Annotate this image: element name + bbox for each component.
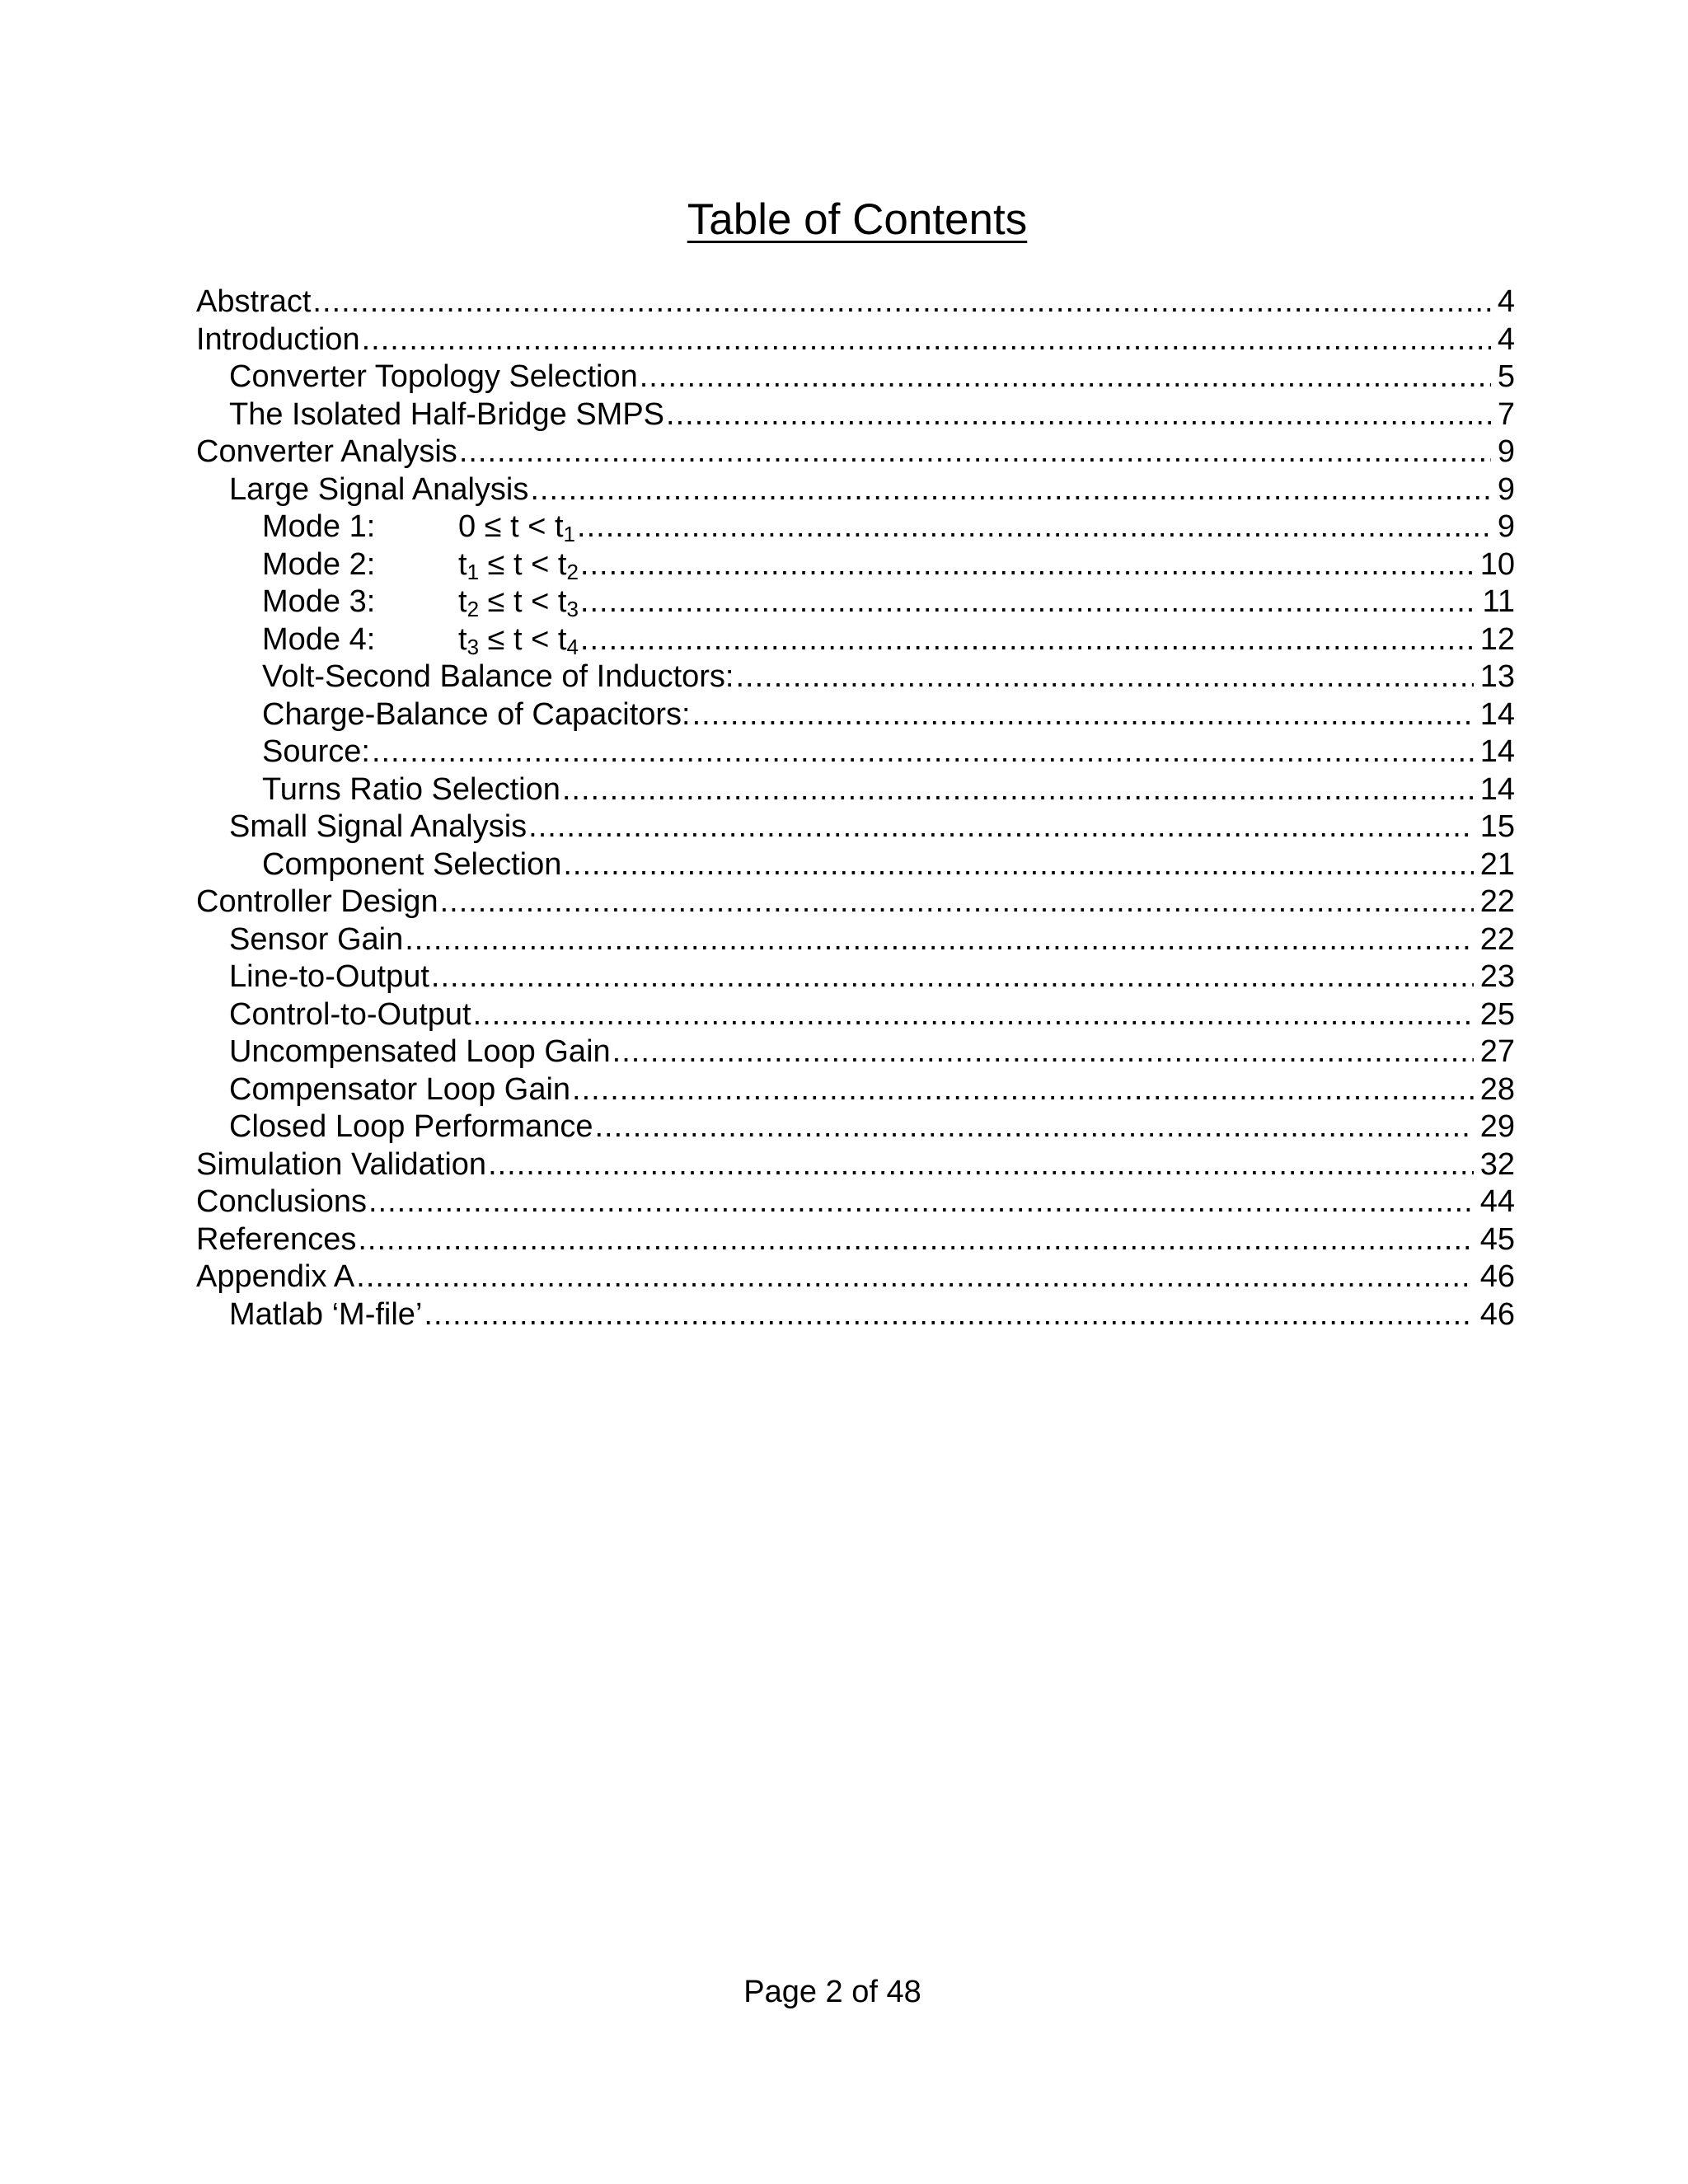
toc-entry-page-number: 44 [1479, 1184, 1515, 1219]
interval-lhs: t [458, 621, 467, 657]
dot-leader [312, 284, 1490, 321]
toc-entry[interactable] [196, 509, 1515, 546]
dot-leader [612, 1033, 1474, 1071]
toc-entry[interactable] [196, 808, 1515, 846]
toc-entry-page-number: 4 [1497, 284, 1515, 319]
toc-entry-page-number: 14 [1479, 734, 1515, 769]
toc-entry-title: Closed Loop Performance [229, 1109, 593, 1144]
interval-lhs: 0 [458, 509, 476, 544]
toc-entry-title: Component Selection [262, 846, 562, 882]
toc-entry-page-number: 9 [1497, 509, 1515, 544]
toc-entry[interactable] [196, 696, 1515, 734]
toc-entry-title: The Isolated Half-Bridge SMPS [229, 396, 665, 432]
dot-leader [431, 958, 1474, 996]
page-footer: Page 2 of 48 [743, 1975, 921, 2009]
toc-entry-page-number: 15 [1479, 809, 1515, 844]
toc-entry[interactable] [196, 996, 1515, 1034]
toc-entry-page-number: 10 [1479, 546, 1515, 582]
toc-entry-page-number: 9 [1497, 434, 1515, 469]
toc-entry-page-number: 7 [1497, 396, 1515, 432]
toc-entry-page-number: 45 [1479, 1221, 1515, 1257]
interval-rhs: t [557, 546, 567, 582]
toc-entry-page-number: 23 [1479, 959, 1515, 994]
dot-leader [580, 583, 1476, 621]
mode-label: Mode 3: [262, 584, 376, 619]
dot-leader [405, 921, 1473, 959]
toc-entry[interactable] [196, 921, 1515, 959]
toc-entry-title: Control-to-Output [229, 996, 471, 1032]
toc-entry-page-number: 12 [1479, 621, 1515, 657]
toc-entry[interactable] [196, 434, 1515, 471]
toc-entry-title: Compensator Loop Gain [229, 1071, 571, 1107]
toc-entry[interactable] [196, 1258, 1515, 1296]
interval-rhs: t [557, 621, 567, 657]
dot-leader [440, 883, 1474, 921]
interval-rhs-sub: 4 [566, 634, 579, 659]
dot-leader [572, 1071, 1474, 1109]
interval-rhs-sub: 2 [566, 559, 579, 584]
toc-entry[interactable] [196, 1183, 1515, 1221]
dot-leader [735, 658, 1473, 696]
interval-rel: ≤ t < [476, 509, 555, 544]
toc-entry-page-number: 22 [1479, 921, 1515, 957]
interval-lhs-sub: 2 [467, 597, 480, 621]
interval-rel: ≤ t < [479, 621, 558, 657]
dot-leader [692, 696, 1474, 734]
dot-leader [577, 509, 1491, 546]
toc-entry[interactable] [196, 958, 1515, 996]
toc-entry-page-number: 46 [1479, 1296, 1515, 1332]
interval-lhs: t [458, 584, 467, 619]
dot-leader [459, 434, 1491, 471]
toc-entry-title: Uncompensated Loop Gain [229, 1034, 611, 1069]
toc-entry-title [262, 509, 577, 546]
dot-leader [372, 733, 1474, 771]
interval-rhs: t [557, 584, 567, 619]
interval-rel: ≤ t < [479, 546, 558, 582]
dot-leader [666, 396, 1491, 434]
toc-entry[interactable] [196, 658, 1515, 696]
dot-leader [640, 359, 1491, 396]
toc-entry-title: Line-to-Output [229, 959, 429, 994]
dot-leader [358, 1221, 1473, 1259]
toc-entry[interactable] [196, 1146, 1515, 1184]
mode-label: Mode 2: [262, 546, 376, 582]
toc-entry[interactable] [196, 359, 1515, 396]
toc-entry-title: Conclusions [196, 1184, 367, 1219]
toc-entry-title: Introduction [196, 321, 360, 357]
toc-entry[interactable] [196, 396, 1515, 434]
mode-label: Mode 4: [262, 621, 376, 657]
dot-leader [530, 471, 1491, 509]
toc-entry[interactable] [196, 471, 1515, 509]
toc-entry-title: Simulation Validation [196, 1146, 487, 1182]
toc-entry[interactable] [196, 1108, 1515, 1146]
dot-leader [580, 546, 1474, 584]
interval-rel: ≤ t < [479, 584, 558, 619]
interval-rhs-sub: 3 [566, 597, 579, 621]
interval-rhs: t [554, 509, 564, 544]
toc-entry-page-number: 22 [1479, 884, 1515, 919]
mode-label: Mode 1: [262, 509, 376, 544]
toc-entry-page-number: 5 [1497, 359, 1515, 394]
toc-entry[interactable] [196, 321, 1515, 359]
toc-entry-page-number: 13 [1479, 659, 1515, 694]
toc-entry-page-number: 9 [1497, 471, 1515, 507]
toc-entry-title: References [196, 1221, 357, 1257]
toc-entry-page-number: 11 [1482, 584, 1515, 619]
page-title: Table of Contents [687, 195, 1028, 244]
toc-entry-title: Small Signal Analysis [229, 809, 528, 844]
toc-entry-title: Sensor Gain [229, 921, 404, 957]
toc-entry-page-number: 21 [1479, 846, 1515, 882]
dot-leader [362, 321, 1491, 359]
interval-lhs-sub: 1 [467, 559, 480, 584]
dot-leader [562, 771, 1474, 809]
dot-leader [473, 996, 1474, 1034]
toc-entry-title [262, 546, 580, 584]
table-of-contents [196, 284, 1515, 1333]
toc-entry-page-number: 25 [1479, 996, 1515, 1032]
toc-entry-page-number: 32 [1479, 1146, 1515, 1182]
toc-entry[interactable] [196, 546, 1515, 584]
dot-leader [580, 621, 1474, 659]
toc-entry-page-number: 14 [1479, 771, 1515, 807]
toc-entry-page-number: 28 [1479, 1071, 1515, 1107]
toc-entry[interactable] [196, 1033, 1515, 1071]
interval-lhs: t [458, 546, 467, 582]
toc-entry-title: Matlab ‘M-file’ [229, 1296, 423, 1332]
toc-entry-page-number: 27 [1479, 1034, 1515, 1069]
toc-entry-title: Turns Ratio Selection [262, 771, 560, 807]
dot-leader [563, 846, 1473, 884]
toc-entry[interactable] [196, 771, 1515, 809]
interval-rhs-sub: 1 [563, 522, 576, 546]
toc-entry[interactable] [196, 1296, 1515, 1334]
toc-entry-title: Source: [262, 734, 370, 769]
toc-entry-title: Appendix A [196, 1259, 355, 1294]
toc-entry-title: Abstract [196, 284, 312, 319]
dot-leader [368, 1183, 1474, 1221]
interval-lhs-sub: 3 [467, 634, 480, 659]
toc-entry[interactable] [196, 846, 1515, 884]
toc-entry-title: Volt-Second Balance of Inductors: [262, 659, 734, 694]
toc-entry[interactable] [196, 733, 1515, 771]
toc-entry-title: Controller Design [196, 884, 438, 919]
toc-entry[interactable] [196, 883, 1515, 921]
toc-entry-title: Converter Analysis [196, 434, 457, 469]
toc-entry[interactable] [196, 1221, 1515, 1259]
dot-leader [488, 1146, 1474, 1184]
toc-entry-page-number: 29 [1479, 1109, 1515, 1144]
toc-entry-title: Large Signal Analysis [229, 471, 529, 507]
toc-entry-page-number: 46 [1479, 1259, 1515, 1294]
toc-entry[interactable] [196, 583, 1515, 621]
toc-entry-title: Charge-Balance of Capacitors: [262, 696, 691, 732]
toc-entry[interactable] [196, 284, 1515, 321]
toc-entry-page-number: 4 [1497, 321, 1515, 357]
toc-entry[interactable] [196, 621, 1515, 659]
toc-entry[interactable] [196, 1071, 1515, 1109]
toc-entry-title [262, 621, 580, 659]
dot-leader [356, 1258, 1473, 1296]
dot-leader [528, 808, 1474, 846]
toc-entry-title: Converter Topology Selection [229, 359, 638, 394]
toc-entry-page-number: 14 [1479, 696, 1515, 732]
dot-leader [424, 1296, 1473, 1334]
dot-leader [594, 1108, 1473, 1146]
toc-entry-title [262, 583, 580, 621]
